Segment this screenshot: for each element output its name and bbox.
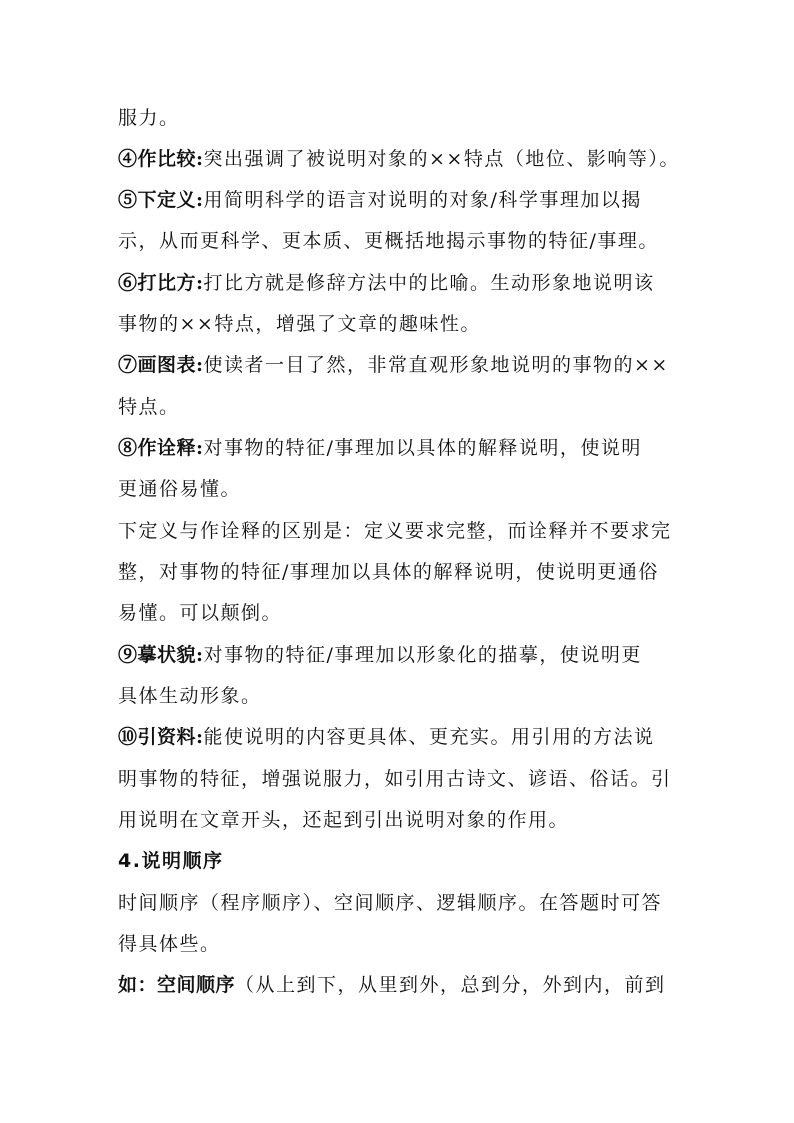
list-item-citation xyxy=(118,724,688,750)
list-item-definition xyxy=(118,187,688,213)
text-line: 具体生动形象。 xyxy=(118,685,262,707)
item-text: 打比方就是修辞方法中的比喻。生动形象地说明该 xyxy=(203,272,655,294)
item-label: ⑨摹状貌: xyxy=(118,644,204,666)
item-label: 如：空间顺序 xyxy=(118,974,236,996)
item-label: ⑧作诠释: xyxy=(118,437,204,459)
item-label: ⑤下定义: xyxy=(118,189,204,211)
item-label: ⑦画图表: xyxy=(118,354,204,376)
item-label: ④作比较: xyxy=(118,148,204,170)
text-line: 明事物的特征，增强说服力，如引用古诗文、谚语、俗话。引 xyxy=(118,768,672,790)
text-line: 下定义与作诠释的区别是：定义要求完整，而诠释并不要求完 xyxy=(118,520,672,542)
text-line: 更通俗易懂。 xyxy=(118,478,242,500)
heading-text: 4.说明顺序 xyxy=(118,850,224,872)
list-item-description xyxy=(118,642,688,668)
item-text: 能使说明的内容更具体、更充实。用引用的方法说 xyxy=(203,726,655,748)
item-text: （从上到下，从里到外，总到分，外到内，前到 xyxy=(235,974,666,996)
section-heading xyxy=(118,848,688,874)
list-item-analogy xyxy=(118,270,688,296)
example-line xyxy=(118,972,688,998)
item-text: 对事物的特征/事理加以形象化的描摹，使说明更 xyxy=(203,644,642,666)
item-text: 对事物的特征/事理加以具体的解释说明，使说明 xyxy=(203,437,642,459)
item-text: 用简明科学的语言对说明的对象/科学事理加以揭 xyxy=(203,189,642,211)
text-line: 得具体些。 xyxy=(118,933,221,955)
text-line: 整，对事物的特征/事理加以具体的解释说明，使说明更通俗 xyxy=(118,561,659,583)
text-line: 用说明在文章开头，还起到引出说明对象的作用。 xyxy=(118,809,570,831)
text-line: 特点。 xyxy=(118,396,180,418)
text-line: 示，从而更科学、更本质、更概括地揭示事物的特征/事理。 xyxy=(118,230,659,252)
text-line: 服力。 xyxy=(118,107,180,129)
list-item-comparison xyxy=(118,146,688,172)
list-item-chart xyxy=(118,352,688,378)
item-text: 使读者一目了然，非常直观形象地说明的事物的×× xyxy=(203,354,669,376)
text-line: 易懂。可以颠倒。 xyxy=(118,602,283,624)
item-text: 突出强调了被说明对象的××特点（地位、影响等）。 xyxy=(203,148,680,170)
text-line: 时间顺序（程序顺序）、空间顺序、逻辑顺序。在答题时可答 xyxy=(118,892,663,914)
list-item-explanation xyxy=(118,435,688,461)
item-label: ⑥打比方: xyxy=(118,272,204,294)
text-line: 事物的××特点，增强了文章的趣味性。 xyxy=(118,313,481,335)
item-label: ⑩引资料: xyxy=(118,726,204,748)
